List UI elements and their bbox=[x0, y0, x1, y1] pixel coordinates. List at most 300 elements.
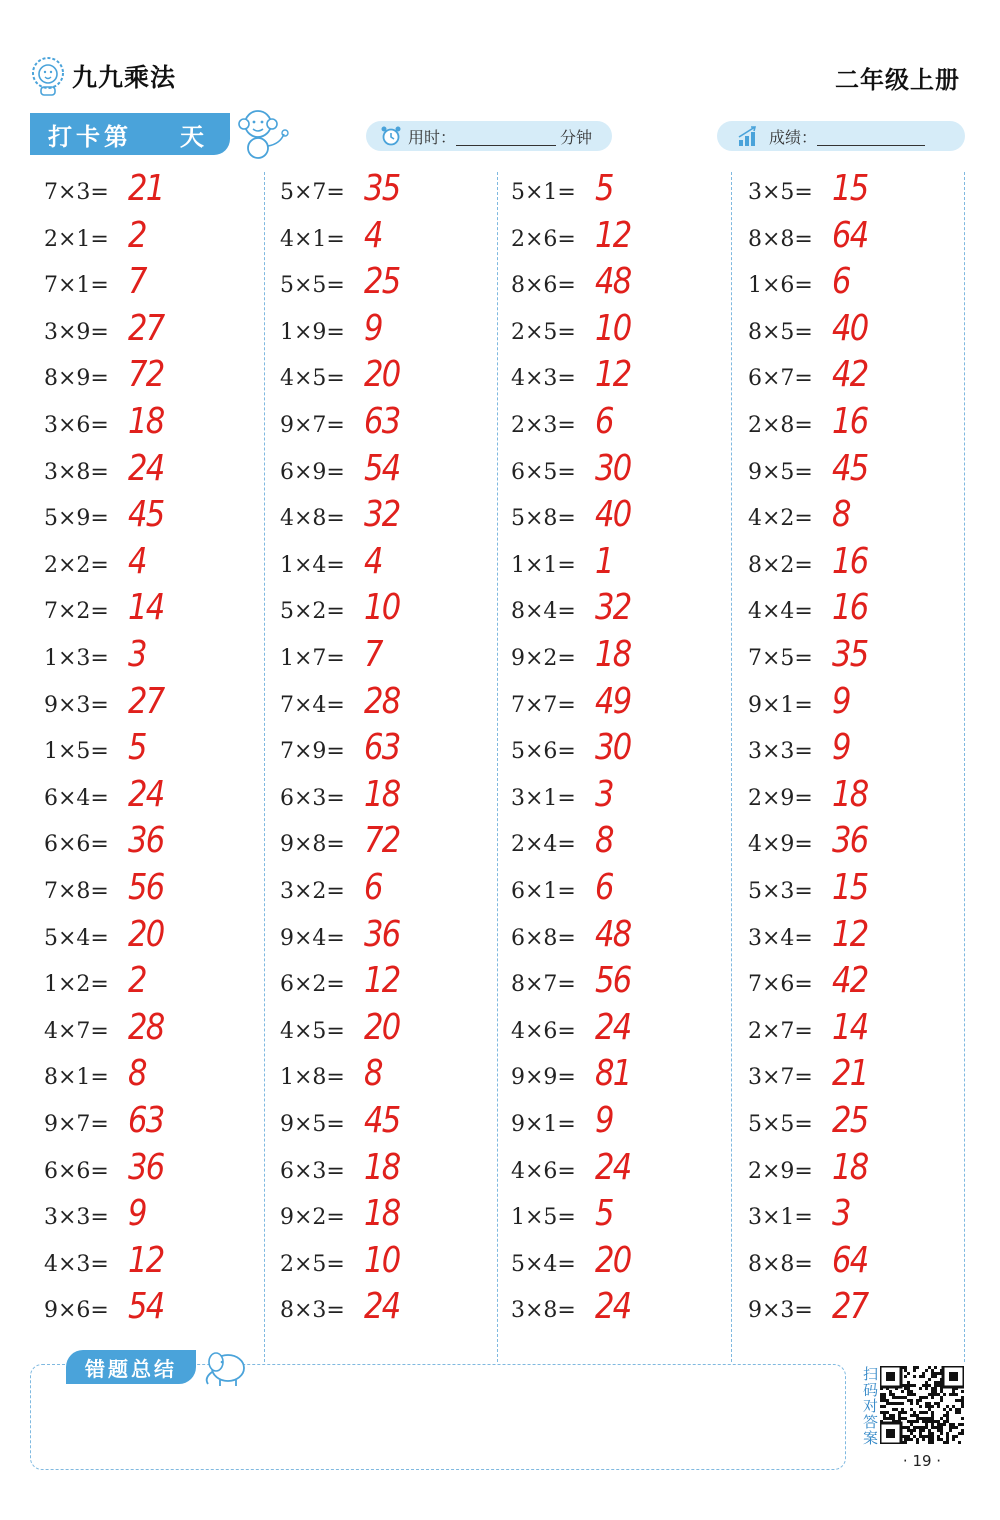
handwritten-answer[interactable]: 35 bbox=[364, 168, 400, 209]
handwritten-answer[interactable]: 18 bbox=[364, 773, 400, 815]
problem-equation: 1×5= bbox=[511, 1205, 576, 1231]
handwritten-answer[interactable]: 72 bbox=[364, 820, 400, 862]
score-label: 成绩： bbox=[769, 127, 818, 147]
problem-row bbox=[748, 168, 958, 218]
handwritten-answer[interactable]: 20 bbox=[595, 1239, 631, 1281]
problem-row bbox=[511, 820, 721, 870]
handwritten-answer[interactable]: 25 bbox=[832, 1100, 868, 1141]
checkin-prefix: 打卡第 bbox=[48, 122, 132, 151]
problem-equation: 5×1= bbox=[511, 180, 576, 205]
monkey-mascot-icon bbox=[232, 104, 292, 162]
handwritten-answer[interactable]: 6 bbox=[595, 401, 613, 442]
problem-row bbox=[748, 1146, 958, 1197]
problem-row bbox=[748, 1053, 958, 1103]
problem-equation: 7×1= bbox=[44, 273, 109, 299]
score-input[interactable] bbox=[817, 127, 925, 146]
problem-row bbox=[748, 540, 958, 591]
handwritten-answer[interactable]: 8 bbox=[832, 494, 850, 536]
handwritten-answer[interactable]: 20 bbox=[364, 354, 400, 396]
problem-row bbox=[44, 1239, 254, 1290]
problem-row bbox=[511, 168, 721, 218]
handwritten-answer[interactable]: 35 bbox=[832, 634, 868, 675]
problem-equation: 2×8= bbox=[748, 413, 813, 438]
problem-equation: 5×2= bbox=[280, 599, 345, 625]
problem-equation: 5×4= bbox=[511, 1251, 576, 1277]
handwritten-answer[interactable]: 18 bbox=[595, 634, 631, 675]
handwritten-answer[interactable]: 18 bbox=[832, 773, 868, 815]
handwritten-answer[interactable]: 24 bbox=[595, 1006, 631, 1048]
handwritten-answer[interactable]: 30 bbox=[595, 727, 631, 769]
handwritten-answer[interactable]: 3 bbox=[832, 1193, 850, 1235]
problem-row bbox=[280, 634, 490, 684]
problem-equation: 7×9= bbox=[280, 739, 345, 765]
problem-row bbox=[44, 913, 254, 964]
problem-equation: 7×6= bbox=[748, 972, 813, 998]
problem-row bbox=[280, 1239, 490, 1290]
problem-equation: 8×6= bbox=[511, 273, 576, 299]
problem-equation: 9×5= bbox=[748, 459, 813, 485]
problem-equation: 7×7= bbox=[511, 692, 576, 718]
problem-grid bbox=[30, 168, 966, 1362]
problem-equation: 5×5= bbox=[748, 1112, 813, 1137]
handwritten-answer[interactable]: 63 bbox=[128, 1100, 164, 1141]
page-number: · 19 · bbox=[902, 1452, 942, 1470]
handwritten-answer[interactable]: 4 bbox=[364, 540, 382, 582]
problem-equation: 1×8= bbox=[280, 1065, 345, 1091]
handwritten-answer[interactable]: 32 bbox=[595, 587, 631, 629]
problem-equation: 6×5= bbox=[511, 459, 576, 485]
handwritten-answer[interactable]: 27 bbox=[128, 307, 164, 349]
problem-equation: 6×9= bbox=[280, 459, 345, 485]
handwritten-answer[interactable]: 21 bbox=[128, 168, 164, 209]
problem-equation: 7×8= bbox=[44, 879, 109, 904]
handwritten-answer[interactable]: 18 bbox=[364, 1193, 400, 1235]
problem-equation: 3×7= bbox=[748, 1065, 813, 1091]
handwritten-answer[interactable]: 4 bbox=[128, 540, 146, 582]
problem-equation: 1×6= bbox=[748, 273, 813, 299]
problem-row bbox=[511, 867, 721, 917]
problem-equation: 6×6= bbox=[44, 1158, 109, 1184]
problem-equation: 4×6= bbox=[511, 1018, 576, 1044]
handwritten-answer[interactable]: 24 bbox=[595, 1146, 631, 1188]
problem-row bbox=[748, 773, 958, 824]
handwritten-answer[interactable]: 6 bbox=[832, 261, 850, 303]
handwritten-answer[interactable]: 24 bbox=[595, 1286, 631, 1328]
problem-equation: 2×5= bbox=[511, 319, 576, 345]
problem-row bbox=[748, 587, 958, 637]
handwritten-answer[interactable]: 20 bbox=[128, 913, 164, 955]
handwritten-answer[interactable]: 6 bbox=[364, 867, 382, 908]
problem-row bbox=[748, 1006, 958, 1057]
handwritten-answer[interactable]: 48 bbox=[595, 913, 631, 955]
problem-equation: 1×4= bbox=[280, 552, 345, 578]
problem-equation: 8×8= bbox=[748, 226, 813, 252]
checkin-suffix: 天 bbox=[180, 122, 204, 151]
problem-row bbox=[44, 261, 254, 311]
handwritten-answer[interactable]: 3 bbox=[595, 773, 613, 815]
problem-equation: 6×7= bbox=[748, 366, 813, 392]
handwritten-answer[interactable]: 56 bbox=[128, 867, 164, 908]
handwritten-answer[interactable]: 28 bbox=[128, 1006, 164, 1048]
handwritten-answer[interactable]: 9 bbox=[832, 680, 850, 722]
handwritten-answer[interactable]: 10 bbox=[595, 307, 631, 349]
problem-row bbox=[748, 261, 958, 311]
problem-equation: 2×9= bbox=[748, 1158, 813, 1184]
problem-equation: 5×3= bbox=[748, 879, 813, 904]
problem-row bbox=[280, 1146, 490, 1197]
problem-row bbox=[280, 307, 490, 358]
handwritten-answer[interactable]: 20 bbox=[364, 1006, 400, 1048]
handwritten-answer[interactable]: 54 bbox=[364, 447, 400, 489]
problem-row bbox=[511, 587, 721, 637]
handwritten-answer[interactable]: 5 bbox=[595, 168, 613, 209]
handwritten-answer[interactable]: 54 bbox=[128, 1286, 164, 1328]
handwritten-answer[interactable]: 7 bbox=[128, 261, 146, 303]
problem-row bbox=[511, 1146, 721, 1197]
problem-row bbox=[44, 773, 254, 824]
problem-row bbox=[748, 634, 958, 684]
problem-equation: 5×7= bbox=[280, 180, 345, 205]
problem-equation: 1×5= bbox=[44, 739, 109, 765]
problem-equation: 9×8= bbox=[280, 832, 345, 858]
time-field bbox=[366, 121, 612, 151]
problem-row bbox=[748, 680, 958, 731]
handwritten-answer[interactable]: 5 bbox=[595, 1193, 613, 1235]
problem-row bbox=[748, 1100, 958, 1150]
problem-equation: 9×1= bbox=[748, 692, 813, 718]
handwritten-answer[interactable]: 16 bbox=[832, 401, 868, 442]
handwritten-answer[interactable]: 28 bbox=[364, 680, 400, 722]
problem-row bbox=[280, 867, 490, 917]
problem-equation: 7×3= bbox=[44, 180, 109, 205]
handwritten-answer[interactable]: 25 bbox=[364, 261, 400, 303]
handwritten-answer[interactable]: 49 bbox=[595, 680, 631, 722]
problem-equation: 6×1= bbox=[511, 879, 576, 904]
problem-equation: 7×2= bbox=[44, 599, 109, 625]
problem-row bbox=[280, 587, 490, 637]
handwritten-answer[interactable]: 45 bbox=[832, 447, 868, 489]
handwritten-answer[interactable]: 5 bbox=[128, 727, 146, 769]
handwritten-answer[interactable]: 9 bbox=[595, 1100, 613, 1141]
problem-equation: 3×8= bbox=[511, 1298, 576, 1324]
problem-row bbox=[44, 634, 254, 684]
problem-row bbox=[44, 447, 254, 498]
problem-equation: 4×8= bbox=[280, 506, 345, 532]
problem-row bbox=[280, 261, 490, 311]
problem-equation: 3×3= bbox=[748, 739, 813, 765]
qr-code-icon[interactable] bbox=[880, 1366, 964, 1444]
problem-equation: 2×9= bbox=[748, 785, 813, 811]
problem-row bbox=[280, 1193, 490, 1243]
problem-equation: 1×9= bbox=[280, 319, 345, 345]
problem-equation: 2×5= bbox=[280, 1251, 345, 1277]
problem-row bbox=[511, 214, 721, 265]
problem-equation: 8×9= bbox=[44, 366, 109, 392]
problem-equation: 1×7= bbox=[280, 646, 345, 671]
problem-equation: 5×4= bbox=[44, 925, 109, 951]
handwritten-answer[interactable]: 8 bbox=[128, 1053, 146, 1095]
problem-row bbox=[511, 727, 721, 777]
problem-equation: 4×1= bbox=[280, 226, 345, 252]
problem-row bbox=[748, 727, 958, 777]
time-label: 用时： bbox=[408, 127, 457, 147]
problem-equation: 4×3= bbox=[44, 1251, 109, 1277]
problem-row bbox=[748, 913, 958, 964]
problem-row bbox=[44, 587, 254, 637]
handwritten-answer[interactable]: 8 bbox=[595, 820, 613, 862]
handwritten-answer[interactable]: 12 bbox=[595, 214, 631, 256]
handwritten-answer[interactable]: 24 bbox=[128, 773, 164, 815]
problem-row bbox=[44, 354, 254, 404]
problem-row bbox=[511, 913, 721, 964]
problem-row bbox=[280, 960, 490, 1010]
problem-equation: 8×7= bbox=[511, 972, 576, 998]
problem-row bbox=[44, 1100, 254, 1150]
problem-row bbox=[511, 1053, 721, 1103]
grade-label: 二年级上册 bbox=[835, 66, 960, 94]
handwritten-answer[interactable]: 36 bbox=[364, 913, 400, 955]
time-input[interactable] bbox=[456, 127, 556, 146]
problem-equation: 4×7= bbox=[44, 1018, 109, 1044]
problem-row bbox=[44, 960, 254, 1010]
handwritten-answer[interactable]: 72 bbox=[128, 354, 164, 396]
problem-row bbox=[748, 307, 958, 358]
problem-row bbox=[280, 1053, 490, 1103]
handwritten-answer[interactable]: 2 bbox=[128, 214, 146, 256]
problem-row bbox=[511, 1006, 721, 1057]
problem-equation: 9×7= bbox=[280, 413, 345, 438]
handwritten-answer[interactable]: 56 bbox=[595, 960, 631, 1002]
problem-equation: 6×8= bbox=[511, 925, 576, 951]
problem-equation: 9×5= bbox=[280, 1112, 345, 1137]
handwritten-answer[interactable]: 64 bbox=[832, 1239, 868, 1281]
handwritten-answer[interactable]: 63 bbox=[364, 727, 400, 769]
problem-row bbox=[280, 1286, 490, 1336]
problem-equation: 3×1= bbox=[748, 1205, 813, 1231]
problem-equation: 3×8= bbox=[44, 459, 109, 485]
problem-row bbox=[280, 354, 490, 404]
alarm-clock-icon bbox=[380, 125, 402, 147]
handwritten-answer[interactable]: 9 bbox=[364, 307, 382, 349]
problem-equation: 9×2= bbox=[280, 1205, 345, 1231]
problem-equation: 1×3= bbox=[44, 646, 109, 671]
handwritten-answer[interactable]: 27 bbox=[128, 680, 164, 722]
problem-equation: 2×2= bbox=[44, 552, 109, 578]
problem-row bbox=[280, 680, 490, 731]
handwritten-answer[interactable]: 42 bbox=[832, 354, 868, 396]
handwritten-answer[interactable]: 8 bbox=[364, 1053, 382, 1095]
handwritten-answer[interactable]: 12 bbox=[595, 354, 631, 396]
problem-equation: 3×1= bbox=[511, 785, 576, 811]
problem-equation: 5×6= bbox=[511, 739, 576, 765]
handwritten-answer[interactable]: 15 bbox=[832, 867, 868, 908]
handwritten-answer[interactable]: 4 bbox=[364, 214, 382, 256]
problem-equation: 8×1= bbox=[44, 1065, 109, 1091]
problem-equation: 4×5= bbox=[280, 1018, 345, 1044]
problem-row bbox=[511, 447, 721, 498]
problem-equation: 2×1= bbox=[44, 226, 109, 252]
column-divider bbox=[497, 172, 498, 1362]
handwritten-answer[interactable]: 2 bbox=[128, 960, 146, 1002]
handwritten-answer[interactable]: 15 bbox=[832, 168, 868, 209]
problem-row bbox=[511, 261, 721, 311]
problem-row bbox=[511, 960, 721, 1010]
problem-row bbox=[748, 960, 958, 1010]
problem-equation: 2×3= bbox=[511, 413, 576, 438]
problem-row bbox=[44, 1286, 254, 1336]
handwritten-answer[interactable]: 32 bbox=[364, 494, 400, 536]
problem-row bbox=[44, 1146, 254, 1197]
problem-row bbox=[44, 168, 254, 218]
problem-row bbox=[511, 540, 721, 591]
handwritten-answer[interactable]: 9 bbox=[832, 727, 850, 769]
time-unit: 分钟 bbox=[560, 127, 593, 147]
handwritten-answer[interactable]: 16 bbox=[832, 587, 868, 629]
problem-row bbox=[511, 1239, 721, 1290]
problem-equation: 2×4= bbox=[511, 832, 576, 858]
problem-row bbox=[280, 820, 490, 870]
handwritten-answer[interactable]: 27 bbox=[832, 1286, 868, 1328]
problem-row bbox=[280, 401, 490, 451]
problem-row bbox=[44, 1006, 254, 1057]
problem-row bbox=[511, 634, 721, 684]
problem-equation: 9×3= bbox=[748, 1298, 813, 1324]
handwritten-answer[interactable]: 40 bbox=[595, 494, 631, 536]
handwritten-answer[interactable]: 9 bbox=[128, 1193, 146, 1235]
problem-equation: 3×2= bbox=[280, 879, 345, 904]
book-header bbox=[30, 52, 176, 100]
problem-equation: 9×3= bbox=[44, 692, 109, 718]
handwritten-answer[interactable]: 14 bbox=[832, 1006, 868, 1048]
problem-row bbox=[44, 680, 254, 731]
problem-equation: 1×1= bbox=[511, 552, 576, 578]
problem-equation: 9×2= bbox=[511, 646, 576, 671]
handwritten-answer[interactable]: 48 bbox=[595, 261, 631, 303]
problem-row bbox=[44, 1193, 254, 1243]
handwritten-answer[interactable]: 24 bbox=[128, 447, 164, 489]
problem-equation: 4×3= bbox=[511, 366, 576, 392]
problem-row bbox=[44, 214, 254, 265]
problem-equation: 4×6= bbox=[511, 1158, 576, 1184]
handwritten-answer[interactable]: 12 bbox=[364, 960, 400, 1002]
problem-row bbox=[748, 354, 958, 404]
problem-row bbox=[280, 168, 490, 218]
problem-equation: 2×6= bbox=[511, 226, 576, 252]
scan-label: 扫码对答案 bbox=[861, 1366, 879, 1446]
checkin-banner bbox=[30, 113, 230, 155]
problem-row bbox=[280, 214, 490, 265]
handwritten-answer[interactable]: 45 bbox=[128, 494, 164, 536]
handwritten-answer[interactable]: 30 bbox=[595, 447, 631, 489]
mistakes-label: 错题总结 bbox=[66, 1350, 196, 1384]
handwritten-answer[interactable]: 10 bbox=[364, 1239, 400, 1281]
problem-equation: 5×9= bbox=[44, 506, 109, 532]
problem-equation: 5×5= bbox=[280, 273, 345, 299]
handwritten-answer[interactable]: 14 bbox=[128, 587, 164, 629]
problem-equation: 9×7= bbox=[44, 1112, 109, 1137]
problem-equation: 3×6= bbox=[44, 413, 109, 438]
handwritten-answer[interactable]: 81 bbox=[595, 1053, 631, 1095]
handwritten-answer[interactable]: 12 bbox=[832, 913, 868, 955]
handwritten-answer[interactable]: 64 bbox=[832, 214, 868, 256]
lion-mascot-icon bbox=[30, 55, 66, 97]
handwritten-answer[interactable]: 63 bbox=[364, 401, 400, 442]
problem-equation: 4×5= bbox=[280, 366, 345, 392]
handwritten-answer[interactable]: 18 bbox=[128, 401, 164, 442]
problem-equation: 3×9= bbox=[44, 319, 109, 345]
problem-row bbox=[511, 401, 721, 451]
problem-row bbox=[748, 494, 958, 544]
elephant-mascot-icon bbox=[198, 1344, 252, 1388]
handwritten-answer[interactable]: 36 bbox=[832, 820, 868, 862]
handwritten-answer[interactable]: 24 bbox=[364, 1286, 400, 1328]
problem-row bbox=[748, 820, 958, 870]
bar-chart-icon bbox=[737, 125, 763, 147]
problem-row bbox=[511, 1193, 721, 1243]
handwritten-answer[interactable]: 42 bbox=[832, 960, 868, 1002]
problem-row bbox=[511, 307, 721, 358]
problem-equation: 6×4= bbox=[44, 785, 109, 811]
handwritten-answer[interactable]: 45 bbox=[364, 1100, 400, 1141]
problem-equation: 8×4= bbox=[511, 599, 576, 625]
problem-equation: 4×4= bbox=[748, 599, 813, 625]
column-divider bbox=[731, 172, 732, 1362]
problem-equation: 3×3= bbox=[44, 1205, 109, 1231]
handwritten-answer[interactable]: 18 bbox=[832, 1146, 868, 1188]
problem-equation: 9×6= bbox=[44, 1298, 109, 1324]
problem-row bbox=[44, 401, 254, 451]
handwritten-answer[interactable]: 1 bbox=[595, 540, 613, 582]
problem-equation: 6×6= bbox=[44, 832, 109, 858]
handwritten-answer[interactable]: 40 bbox=[832, 307, 868, 349]
problem-row bbox=[748, 1239, 958, 1290]
handwritten-answer[interactable]: 36 bbox=[128, 820, 164, 862]
problem-equation: 9×9= bbox=[511, 1065, 576, 1091]
problem-equation: 4×2= bbox=[748, 506, 813, 532]
problem-row bbox=[748, 401, 958, 451]
problem-equation: 7×5= bbox=[748, 646, 813, 671]
problem-equation: 6×3= bbox=[280, 785, 345, 811]
handwritten-answer[interactable]: 7 bbox=[364, 634, 382, 675]
handwritten-answer[interactable]: 10 bbox=[364, 587, 400, 629]
problem-row bbox=[511, 1100, 721, 1150]
problem-row bbox=[511, 354, 721, 404]
problem-row bbox=[748, 447, 958, 498]
problem-row bbox=[44, 307, 254, 358]
handwritten-answer[interactable]: 3 bbox=[128, 634, 146, 675]
problem-row bbox=[748, 214, 958, 265]
problem-equation: 3×5= bbox=[748, 180, 813, 205]
problem-equation: 8×2= bbox=[748, 552, 813, 578]
handwritten-answer[interactable]: 6 bbox=[595, 867, 613, 908]
problem-row bbox=[511, 1286, 721, 1336]
problem-equation: 2×7= bbox=[748, 1018, 813, 1044]
column-divider bbox=[964, 172, 965, 1362]
problem-row bbox=[280, 1006, 490, 1057]
problem-row bbox=[511, 494, 721, 544]
problem-row bbox=[280, 1100, 490, 1150]
problem-equation: 6×3= bbox=[280, 1158, 345, 1184]
handwritten-answer[interactable]: 16 bbox=[832, 540, 868, 582]
handwritten-answer[interactable]: 36 bbox=[128, 1146, 164, 1188]
problem-equation: 3×4= bbox=[748, 925, 813, 951]
handwritten-answer[interactable]: 18 bbox=[364, 1146, 400, 1188]
handwritten-answer[interactable]: 12 bbox=[128, 1239, 164, 1281]
problem-equation: 9×1= bbox=[511, 1112, 576, 1137]
problem-row bbox=[44, 1053, 254, 1103]
handwritten-answer[interactable]: 21 bbox=[832, 1053, 868, 1095]
score-field bbox=[717, 121, 965, 151]
